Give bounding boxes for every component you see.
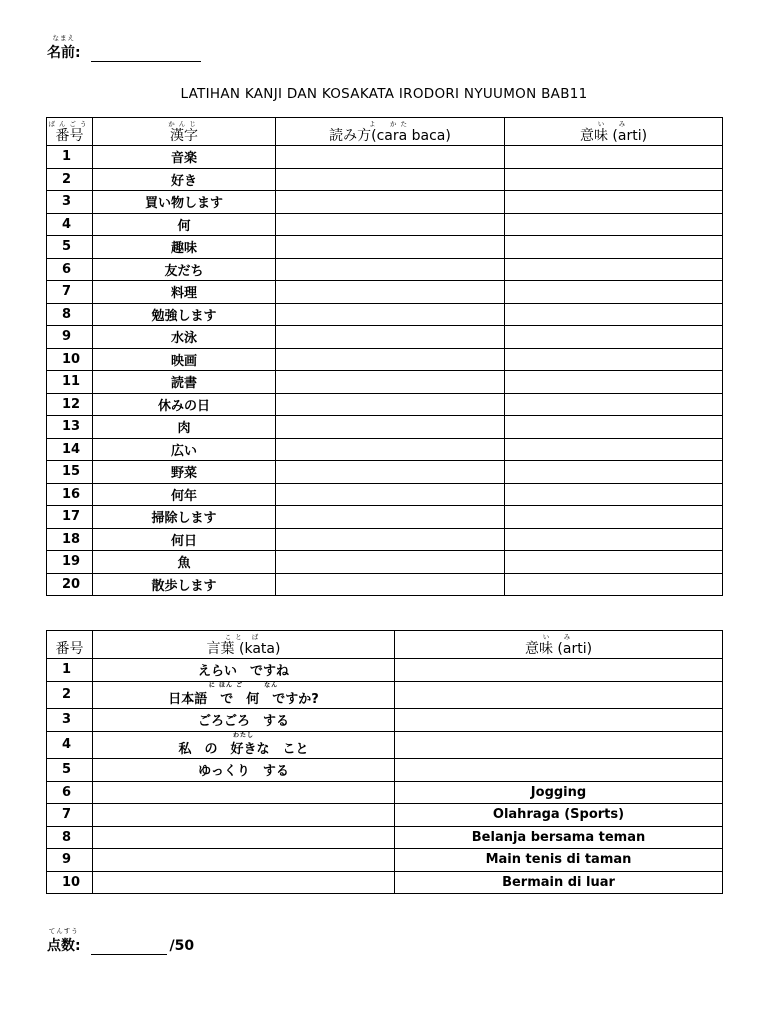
meaning-answer-cell[interactable] (505, 393, 723, 416)
meaning-answer-cell[interactable] (505, 191, 723, 214)
row-number: 1 (47, 659, 93, 682)
row-number: 13 (47, 416, 93, 439)
row-number: 14 (47, 438, 93, 461)
meaning-cell[interactable] (395, 759, 723, 782)
word-cell[interactable] (93, 849, 395, 872)
word-cell[interactable] (93, 781, 395, 804)
word-cell: ゆっくり する (93, 759, 395, 782)
word-cell (93, 681, 395, 709)
reading-answer-cell[interactable] (276, 168, 505, 191)
table1-header-label-3: 意味 (arti) (579, 128, 648, 144)
score-blank[interactable] (91, 942, 167, 955)
kanji-table (46, 117, 723, 596)
meaning-answer-cell[interactable] (505, 551, 723, 574)
reading-answer-cell[interactable] (276, 461, 505, 484)
row-number: 18 (47, 528, 93, 551)
reading-answer-cell[interactable] (276, 303, 505, 326)
reading-answer-cell[interactable] (276, 348, 505, 371)
row-number: 10 (47, 871, 93, 894)
kanji-cell: 何日 (93, 528, 276, 551)
kanji-cell: 読書 (93, 371, 276, 394)
kanji-cell: 何 (93, 213, 276, 236)
meaning-cell: Jogging (395, 781, 723, 804)
meaning-answer-cell[interactable] (505, 371, 723, 394)
score-total: /50 (169, 938, 195, 954)
table1-header-0 (47, 118, 93, 146)
kanji-cell: 散歩します (93, 573, 276, 596)
meaning-answer-cell[interactable] (505, 213, 723, 236)
row-number: 6 (47, 781, 93, 804)
reading-answer-cell[interactable] (276, 483, 505, 506)
table2-header-furigana-1: こと ば (224, 633, 263, 641)
word-text: 私 の 好きな こと (178, 741, 309, 757)
kanji-cell: 友だち (93, 258, 276, 281)
table-row (47, 573, 723, 596)
meaning-answer-cell[interactable] (505, 483, 723, 506)
table-row (47, 826, 723, 849)
row-number: 4 (47, 213, 93, 236)
table-row (47, 303, 723, 326)
row-number: 2 (47, 168, 93, 191)
table-row (47, 483, 723, 506)
row-number: 8 (47, 826, 93, 849)
word-cell (93, 731, 395, 759)
reading-answer-cell[interactable] (276, 528, 505, 551)
meaning-cell: Olahraga (Sports) (395, 804, 723, 827)
table2-header-furigana-2: い み (542, 633, 575, 641)
table-row (47, 281, 723, 304)
table-row (47, 871, 723, 894)
kanji-cell: 料理 (93, 281, 276, 304)
word-cell: ごろごろ する (93, 709, 395, 732)
table-row (47, 168, 723, 191)
table1-header-furigana-2: よ かた (369, 120, 411, 128)
kanji-cell: 音楽 (93, 146, 276, 169)
row-number: 3 (47, 709, 93, 732)
reading-answer-cell[interactable] (276, 506, 505, 529)
table1-header-3 (505, 118, 723, 146)
row-number: 5 (47, 236, 93, 259)
reading-answer-cell[interactable] (276, 236, 505, 259)
worksheet-title: LATIHAN KANJI DAN KOSAKATA IRODORI NYUUMON BAB11 (180, 86, 588, 102)
table2-header-label-1: 言葉 (kata) (206, 641, 281, 657)
reading-answer-cell[interactable] (276, 551, 505, 574)
row-number: 17 (47, 506, 93, 529)
row-number: 2 (47, 681, 93, 709)
word-cell[interactable] (93, 804, 395, 827)
row-number: 16 (47, 483, 93, 506)
meaning-cell[interactable] (395, 681, 723, 709)
row-number: 12 (47, 393, 93, 416)
table1-header-furigana-0: ばんごう (48, 120, 91, 128)
meaning-answer-cell[interactable] (505, 573, 723, 596)
table-row (47, 146, 723, 169)
row-number: 9 (47, 849, 93, 872)
kanji-cell: 休みの日 (93, 393, 276, 416)
meaning-cell: Belanja bersama teman (395, 826, 723, 849)
meaning-answer-cell[interactable] (505, 146, 723, 169)
table1-header-row (47, 118, 723, 146)
row-number: 10 (47, 348, 93, 371)
row-number: 5 (47, 759, 93, 782)
table1-header-1 (93, 118, 276, 146)
table-row (47, 849, 723, 872)
meaning-answer-cell[interactable] (505, 303, 723, 326)
row-number: 7 (47, 804, 93, 827)
meaning-answer-cell[interactable] (505, 168, 723, 191)
kanji-cell: 掃除します (93, 506, 276, 529)
meaning-answer-cell[interactable] (505, 528, 723, 551)
row-number: 1 (47, 146, 93, 169)
reading-answer-cell[interactable] (276, 416, 505, 439)
kanji-cell: 買い物します (93, 191, 276, 214)
row-number: 4 (47, 731, 93, 759)
table-row (47, 731, 723, 759)
meaning-cell[interactable] (395, 731, 723, 759)
table-row (47, 236, 723, 259)
table1-header-label-1: 漢字 (170, 128, 198, 144)
table-row (47, 393, 723, 416)
table2-header-label-0: 番号 (55, 641, 84, 657)
table1-header-2 (276, 118, 505, 146)
word-with-furigana (178, 731, 309, 757)
table-row (47, 258, 723, 281)
score-field-row (47, 927, 195, 955)
table-row (47, 681, 723, 709)
kanji-cell: 野菜 (93, 461, 276, 484)
table-row (47, 191, 723, 214)
row-number: 15 (47, 461, 93, 484)
kanji-cell: 肉 (93, 416, 276, 439)
reading-answer-cell[interactable] (276, 371, 505, 394)
table-row (47, 759, 723, 782)
meaning-cell: Bermain di luar (395, 871, 723, 894)
row-number: 6 (47, 258, 93, 281)
meaning-cell[interactable] (395, 709, 723, 732)
kanji-cell: 水泳 (93, 326, 276, 349)
table2-header-label-2: 意味 (arti) (524, 641, 593, 657)
table-row (47, 659, 723, 682)
reading-answer-cell[interactable] (276, 191, 505, 214)
reading-answer-cell[interactable] (276, 258, 505, 281)
name-field-row (47, 34, 201, 62)
table-row (47, 438, 723, 461)
row-number: 11 (47, 371, 93, 394)
meaning-cell[interactable] (395, 659, 723, 682)
word-cell[interactable] (93, 826, 395, 849)
word-furigana: わたし (232, 731, 254, 739)
table2-header-0 (47, 631, 93, 659)
row-number: 9 (47, 326, 93, 349)
table-row (47, 804, 723, 827)
kanji-cell: 広い (93, 438, 276, 461)
table1-header-label-0: 番号 (55, 128, 84, 144)
kanji-cell: 好き (93, 168, 276, 191)
table-row (47, 709, 723, 732)
reading-answer-cell[interactable] (276, 438, 505, 461)
table2-header-row (47, 631, 723, 659)
kanji-cell: 魚 (93, 551, 276, 574)
table-row (47, 348, 723, 371)
reading-answer-cell[interactable] (276, 146, 505, 169)
kanji-cell: 趣味 (93, 236, 276, 259)
meaning-answer-cell[interactable] (505, 461, 723, 484)
table-row (47, 213, 723, 236)
table-row (47, 528, 723, 551)
table-row (47, 461, 723, 484)
meaning-answer-cell[interactable] (505, 438, 723, 461)
row-number: 19 (47, 551, 93, 574)
name-label: なまえ 名前: (47, 34, 81, 61)
name-blank[interactable] (91, 49, 201, 62)
word-cell: えらい ですね (93, 659, 395, 682)
kanji-cell: 映画 (93, 348, 276, 371)
meaning-answer-cell[interactable] (505, 258, 723, 281)
reading-answer-cell[interactable] (276, 326, 505, 349)
meaning-answer-cell[interactable] (505, 236, 723, 259)
reading-answer-cell[interactable] (276, 393, 505, 416)
meaning-answer-cell[interactable] (505, 281, 723, 304)
meaning-answer-cell[interactable] (505, 326, 723, 349)
table-row (47, 506, 723, 529)
kanji-cell: 何年 (93, 483, 276, 506)
vocab-table (46, 630, 723, 894)
word-with-furigana (168, 681, 319, 707)
table2-header-1 (93, 631, 395, 659)
score-furigana: てんすう (48, 927, 79, 935)
table1-header-label-2: 読み方(cara baca) (329, 128, 451, 144)
table1-header-furigana-3: い み (597, 120, 630, 128)
table-row (47, 371, 723, 394)
reading-answer-cell[interactable] (276, 213, 505, 236)
table-row (47, 551, 723, 574)
table2-header-2 (395, 631, 723, 659)
table-row (47, 326, 723, 349)
table-row (47, 416, 723, 439)
table1-header-furigana-1: かんじ (168, 120, 200, 128)
kanji-cell: 勉強します (93, 303, 276, 326)
row-number: 3 (47, 191, 93, 214)
meaning-answer-cell[interactable] (505, 416, 723, 439)
meaning-answer-cell[interactable] (505, 348, 723, 371)
reading-answer-cell[interactable] (276, 573, 505, 596)
row-number: 20 (47, 573, 93, 596)
row-number: 8 (47, 303, 93, 326)
word-text: 日本語 で 何 ですか? (168, 691, 319, 707)
meaning-answer-cell[interactable] (505, 506, 723, 529)
meaning-cell: Main tenis di taman (395, 849, 723, 872)
name-furigana: なまえ (52, 34, 76, 42)
word-cell[interactable] (93, 871, 395, 894)
word-furigana: に ほん ご なん (208, 681, 279, 689)
row-number: 7 (47, 281, 93, 304)
score-label: てんすう 点数: (47, 927, 81, 954)
table-row (47, 781, 723, 804)
reading-answer-cell[interactable] (276, 281, 505, 304)
